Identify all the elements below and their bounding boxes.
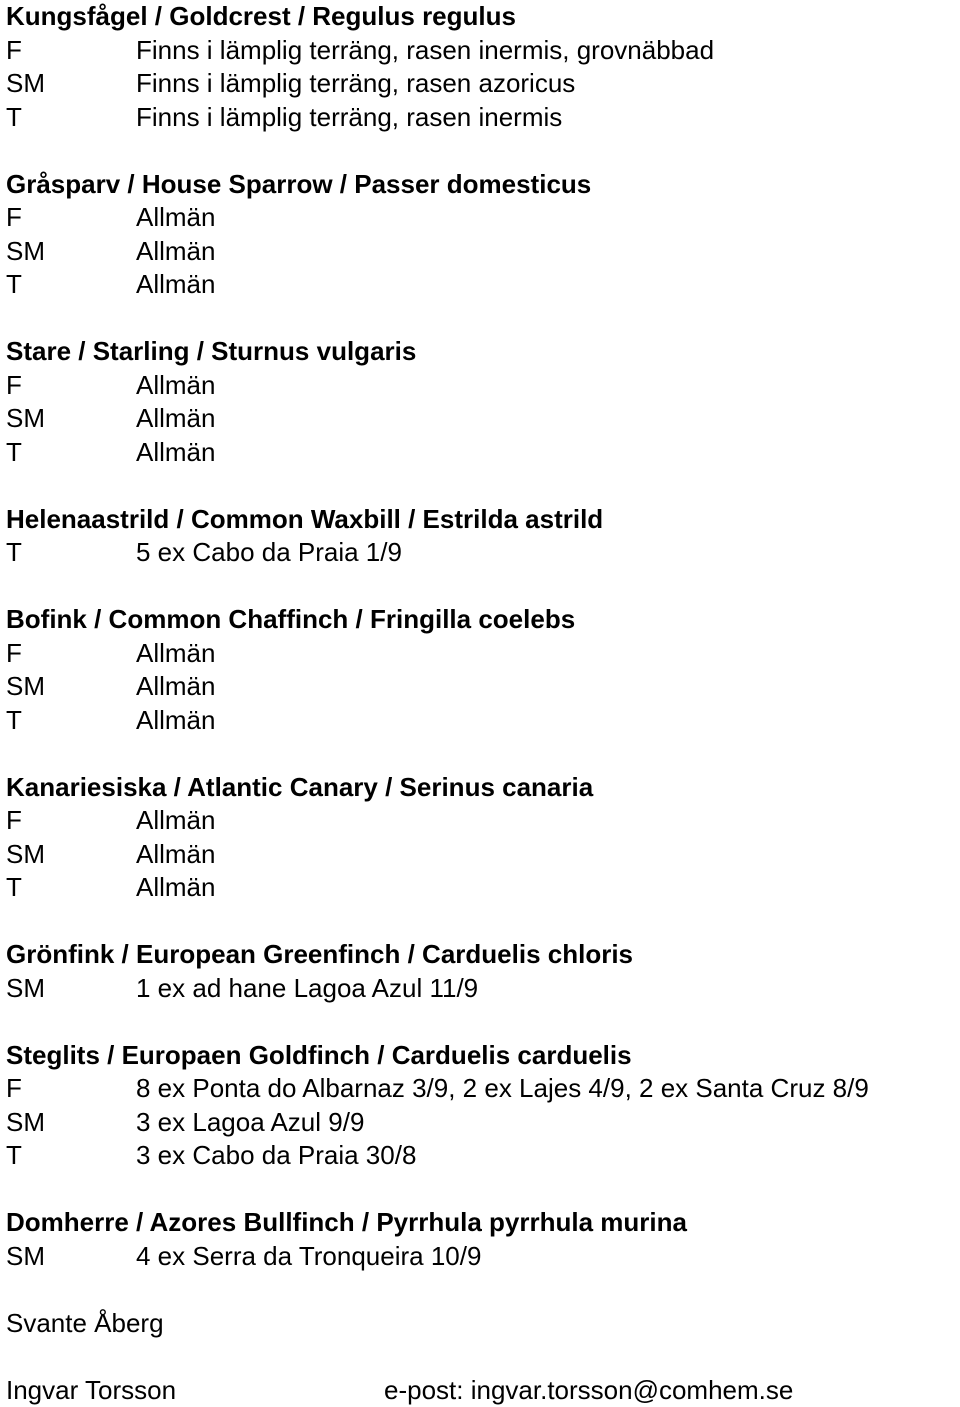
observation-text: 8 ex Ponta do Albarnaz 3/9, 2 ex Lajes 4/9, 2 ex Santa Cruz 8/9: [136, 1073, 869, 1103]
observation-row: [6, 972, 956, 1006]
observation-text: Allmän: [136, 704, 216, 735]
observation-text: 4 ex Serra da Tronqueira 10/9: [136, 1240, 482, 1271]
species-title: Gråsparv / House Sparrow / Passer domesticus: [6, 168, 592, 199]
author-name: Svante Åberg: [6, 1307, 164, 1338]
observation-text: Allmän: [136, 671, 216, 701]
island-code: T: [6, 1140, 22, 1170]
species-title: Domherre / Azores Bullfinch / Pyrrhula pyrrhula murina: [6, 1207, 687, 1237]
island-code: T: [6, 704, 22, 735]
observation-row: [6, 704, 956, 738]
observation-row: [6, 268, 956, 302]
observation-text: 1 ex ad hane Lagoa Azul 11/9: [136, 972, 479, 1003]
island-code: F: [6, 202, 22, 232]
observation-text: Allmän: [136, 403, 216, 433]
island-code: SM: [6, 68, 45, 98]
observation-text: Allmän: [136, 872, 216, 902]
island-code: F: [6, 369, 22, 400]
observation-text: 3 ex Lagoa Azul 9/9: [136, 1106, 365, 1137]
observation-row: [6, 804, 956, 838]
observation-text: 5 ex Cabo da Praia 1/9: [136, 537, 402, 567]
island-code: SM: [6, 972, 45, 1003]
island-code: T: [6, 537, 22, 567]
observation-text: Finns i lämplig terräng, rasen inermis: [136, 101, 563, 132]
observation-row: [6, 34, 956, 68]
observation-row: [6, 369, 956, 403]
island-code: T: [6, 872, 22, 902]
observation-text: Allmän: [136, 838, 216, 869]
observation-text: Allmän: [136, 369, 216, 400]
observation-row: [6, 436, 956, 470]
island-code: SM: [6, 671, 45, 701]
observation-row: [6, 402, 956, 436]
island-code: F: [6, 34, 22, 65]
island-code: T: [6, 101, 22, 132]
island-code: SM: [6, 403, 45, 433]
observation-text: Allmän: [136, 637, 216, 668]
observation-text: Allmän: [136, 235, 216, 266]
island-code: SM: [6, 838, 45, 869]
observation-text: Allmän: [136, 202, 216, 232]
island-code: SM: [6, 1106, 45, 1137]
bird-list-document: [6, 0, 956, 1407]
observation-row: [6, 67, 956, 101]
observation-row: [6, 201, 956, 235]
observation-text: 3 ex Cabo da Praia 30/8: [136, 1140, 417, 1170]
observation-row: [6, 536, 956, 570]
footer-contact-row: [6, 1374, 956, 1407]
observation-row: [6, 235, 956, 269]
observation-row: [6, 670, 956, 704]
island-code: SM: [6, 1240, 45, 1271]
island-code: F: [6, 805, 22, 835]
island-code: F: [6, 1073, 22, 1103]
observation-text: Finns i lämplig terräng, rasen azoricus: [136, 68, 576, 98]
observation-text: Allmän: [136, 436, 216, 467]
observation-text: Allmän: [136, 269, 216, 299]
author-name: Ingvar Torsson: [6, 1374, 177, 1405]
island-code: T: [6, 436, 22, 467]
observation-row: [6, 1240, 956, 1274]
observation-row: [6, 1106, 956, 1140]
species-title: Kungsfågel / Goldcrest / Regulus regulus: [6, 1, 516, 31]
observation-row: [6, 101, 956, 135]
observation-row: [6, 838, 956, 872]
species-title: Bofink / Common Chaffinch / Fringilla coelebs: [6, 604, 576, 634]
island-code: F: [6, 637, 22, 668]
species-title: Steglits / Europaen Goldfinch / Carduelis carduelis: [6, 1039, 632, 1070]
species-title: Kanariesiska / Atlantic Canary / Serinus canaria: [6, 771, 594, 802]
observation-row: [6, 637, 956, 671]
island-code: SM: [6, 235, 45, 266]
observation-row: [6, 1072, 956, 1106]
species-title: Helenaastrild / Common Waxbill / Estrilda astrild: [6, 503, 604, 534]
island-code: T: [6, 269, 22, 299]
species-title: Grönfink / European Greenfinch / Carduelis chloris: [6, 939, 634, 969]
observation-row: [6, 1139, 956, 1173]
observation-text: Allmän: [136, 805, 216, 835]
observation-row: [6, 871, 956, 905]
species-title: Stare / Starling / Sturnus vulgaris: [6, 336, 417, 366]
email-address: e-post: ingvar.torsson@comhem.se: [384, 1374, 794, 1405]
observation-text: Finns i lämplig terräng, rasen inermis, grovnäbbad: [136, 34, 715, 65]
